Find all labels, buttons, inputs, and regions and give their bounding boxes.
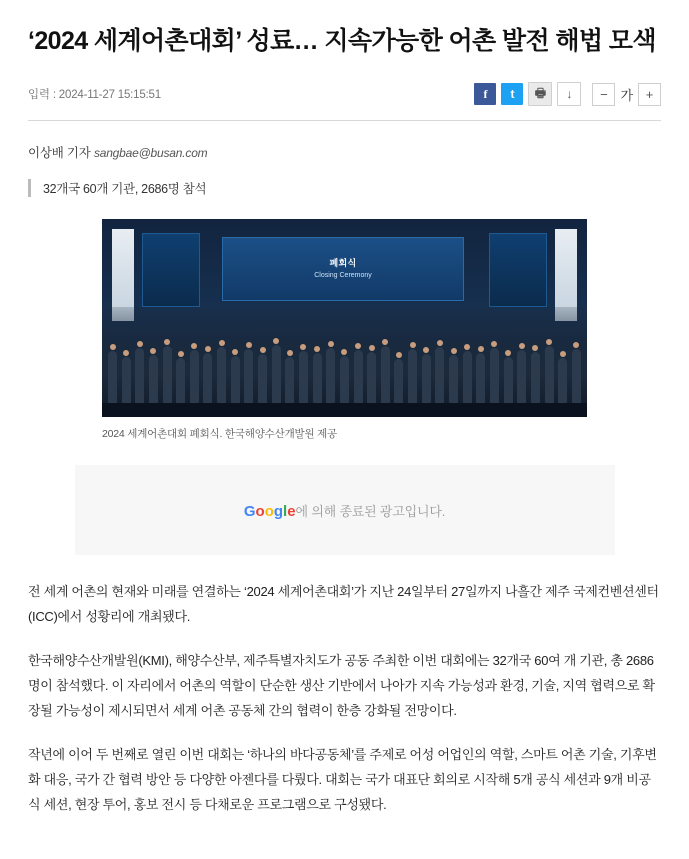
font-decrease-button[interactable]: − bbox=[592, 83, 615, 106]
google-logo-letter: G bbox=[243, 502, 256, 520]
photo-person bbox=[545, 346, 554, 403]
photo-person bbox=[108, 351, 117, 403]
photo-person bbox=[504, 357, 513, 403]
google-logo-letter: o bbox=[255, 502, 265, 520]
photo-person bbox=[190, 350, 199, 403]
article-tools bbox=[474, 82, 661, 106]
font-size-control bbox=[592, 83, 661, 106]
ad-slot[interactable] bbox=[75, 465, 615, 555]
photo-person bbox=[217, 347, 226, 403]
article-paragraph: 작년에 이어 두 번째로 열린 이번 대회는 ‘하나의 바다공동체’를 주제로 어성 어업인의 역할, 스마트 어촌 기술, 기후변화 대응, 국가 간 협력 방안 등 다양한 아젠다를 다뤘다. 대회는 국가 대표단 회의로 시작해 5개 공식 세션과 9개 비공식 세션, 현장 투어, 홍보 전시 등 다채로운 프로그램으로 구성됐다. bbox=[28, 747, 657, 812]
photo-floor bbox=[102, 403, 587, 417]
photo-person bbox=[244, 349, 253, 403]
photo-person bbox=[435, 347, 444, 403]
google-logo-letter: g bbox=[273, 502, 284, 520]
photo-person bbox=[531, 352, 540, 403]
font-size-label: 가 bbox=[620, 87, 633, 103]
photo-crowd bbox=[108, 315, 581, 403]
photo-person bbox=[135, 348, 144, 403]
photo-person bbox=[449, 355, 458, 403]
photo-person bbox=[517, 350, 526, 403]
photo-person bbox=[149, 355, 158, 403]
photo-side-screen-right bbox=[489, 233, 547, 307]
download-icon[interactable]: ↓ bbox=[557, 82, 581, 106]
photo-person bbox=[231, 356, 240, 403]
ad-message bbox=[244, 501, 445, 520]
photo-person bbox=[313, 353, 322, 403]
photo-person bbox=[490, 348, 499, 403]
byline-name: 이상배 기자 bbox=[28, 146, 91, 160]
publish-date: 입력 : 2024-11-27 15:15:51 bbox=[28, 89, 161, 101]
photo-person bbox=[572, 349, 581, 403]
font-increase-button[interactable]: + bbox=[638, 83, 661, 106]
photo-person bbox=[463, 351, 472, 403]
photo-person bbox=[258, 354, 267, 403]
article-meta-row bbox=[28, 82, 661, 121]
article-photo bbox=[102, 219, 587, 417]
article-summary: 32개국 60개 기관, 2686명 참석 bbox=[28, 179, 661, 197]
article-paragraph: 한국해양수산개발원(KMI), 해양수산부, 제주특별자치도가 공동 주최한 이번 대회에는 32개국 60여 개 기관, 총 2686명이 참석했다. 이 자리에서 어촌의 역할이 단순한 생산 기반에서 나아가 지속 가능성과 환경, 기술, 지역 협력으로 확장될 가능성이 제시되면서 세계 어촌 공동체 간의 협력이 한층 강화될 전망이다. bbox=[28, 653, 655, 718]
page-title: ‘2024 세계어촌대회’ 성료… 지속가능한 어촌 발전 해법 모색 bbox=[28, 27, 656, 55]
facebook-share-icon[interactable]: f bbox=[474, 83, 496, 105]
photo-person bbox=[299, 351, 308, 403]
photo-screen-title: 폐회식 bbox=[329, 258, 357, 268]
photo-person bbox=[558, 358, 567, 403]
photo-main-screen bbox=[222, 237, 464, 301]
photo-person bbox=[476, 353, 485, 403]
byline-email[interactable]: sangbae@busan.com bbox=[93, 146, 208, 160]
article-paragraph: 전 세계 어촌의 현재와 미래를 연결하는 ‘2024 세계어촌대회’가 지난 24일부터 27일까지 나흘간 제주 국제컨벤션센터(ICC)에서 성황리에 개최됐다. bbox=[28, 584, 659, 624]
photo-person bbox=[122, 357, 131, 403]
photo-person bbox=[176, 358, 185, 403]
photo-person bbox=[203, 353, 212, 403]
google-logo-letter: o bbox=[264, 502, 274, 520]
photo-person bbox=[272, 345, 281, 403]
photo-person bbox=[354, 350, 363, 403]
photo-person bbox=[394, 359, 403, 403]
twitter-share-icon[interactable]: t bbox=[501, 83, 523, 105]
photo-side-screen-left bbox=[142, 233, 200, 307]
photo-person bbox=[340, 356, 349, 403]
google-logo-letter: e bbox=[287, 502, 296, 520]
byline bbox=[28, 143, 661, 161]
article-body bbox=[28, 579, 661, 817]
ad-message-text: 에 의해 종료된 광고입니다. bbox=[295, 503, 446, 519]
photo-person bbox=[381, 346, 390, 403]
figure-caption: 2024 세계어촌대회 폐회식. 한국해양수산개발원 제공 bbox=[102, 428, 338, 440]
photo-person bbox=[367, 352, 376, 403]
photo-screen-subtitle: Closing Ceremony bbox=[314, 272, 372, 279]
photo-person bbox=[326, 348, 335, 403]
print-icon[interactable]: 🖶 bbox=[528, 82, 552, 106]
photo-person bbox=[408, 349, 417, 403]
google-logo-letter: l bbox=[283, 502, 288, 520]
article-figure bbox=[102, 219, 587, 441]
google-logo bbox=[244, 503, 296, 520]
photo-person bbox=[163, 346, 172, 403]
photo-person bbox=[422, 354, 431, 403]
photo-person bbox=[285, 357, 294, 403]
